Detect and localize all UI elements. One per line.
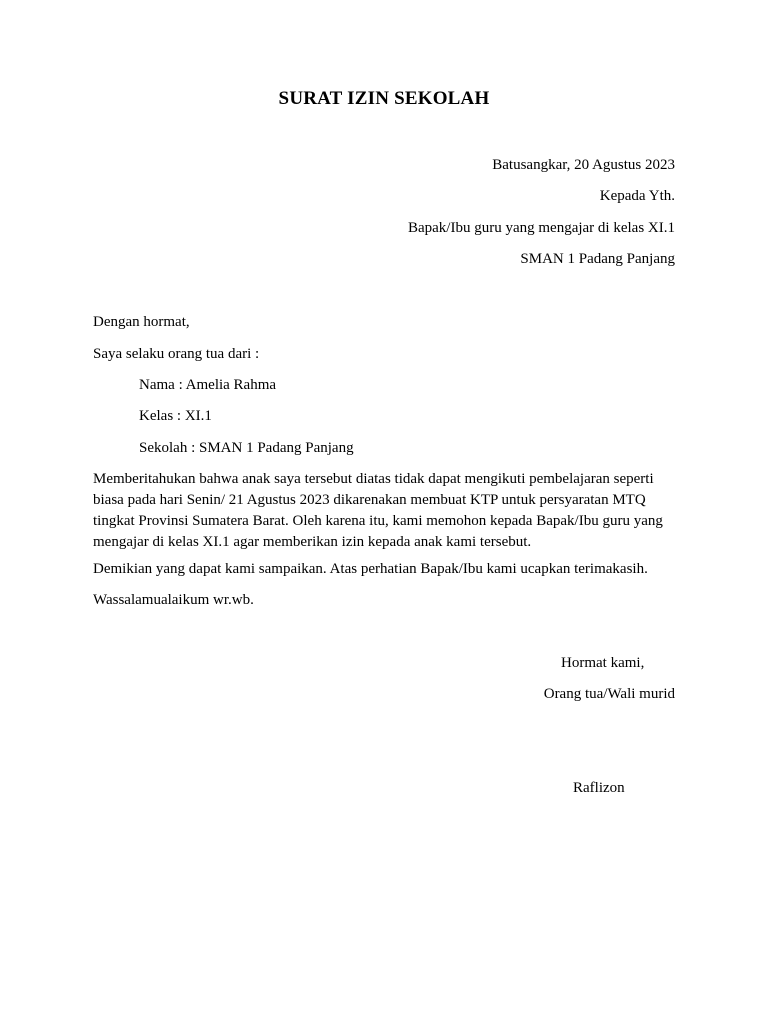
addressee-heading: Kepada Yth.	[599, 188, 675, 204]
recipient: Bapak/Ibu guru yang mengajar di kelas XI.1	[407, 220, 675, 236]
intro-line: Saya selaku orang tua dari :	[93, 346, 260, 362]
letter-title: SURAT IZIN SEKOLAH	[278, 88, 490, 109]
signature-regards: Hormat kami,	[561, 655, 645, 671]
salutation: Wassalamualaikum wr.wb.	[93, 592, 254, 608]
student-school: Sekolah : SMAN 1 Padang Panjang	[139, 440, 354, 456]
signature-role: Orang tua/Wali murid	[543, 686, 675, 702]
greeting: Dengan hormat,	[93, 314, 190, 330]
student-name: Nama : Amelia Rahma	[139, 377, 277, 393]
student-class: Kelas : XI.1	[139, 408, 212, 424]
signature-name: Raflizon	[573, 780, 625, 796]
recipient-school: SMAN 1 Padang Panjang	[520, 251, 675, 267]
closing-paragraph: Demikian yang dapat kami sampaikan. Atas perhatian Bapak/Ibu kami ucapkan terimakasih.	[93, 561, 648, 577]
place-date: Batusangkar, 20 Agustus 2023	[492, 157, 675, 173]
body-paragraph: Memberitahukan bahwa anak saya tersebut diatas tidak dapat mengikuti pembelajaran seperti biasa pada hari Senin/ 21 Agustus 2023 dikarenakan membuat KTP untuk persyaratan MTQ tingkat Provinsi Sumatera Barat. Oleh karena itu, kami memohon kepada Bapak/Ibu guru yang mengajar di kelas XI.1 agar memberikan izin kepada anak kami tersebut.	[93, 471, 663, 550]
